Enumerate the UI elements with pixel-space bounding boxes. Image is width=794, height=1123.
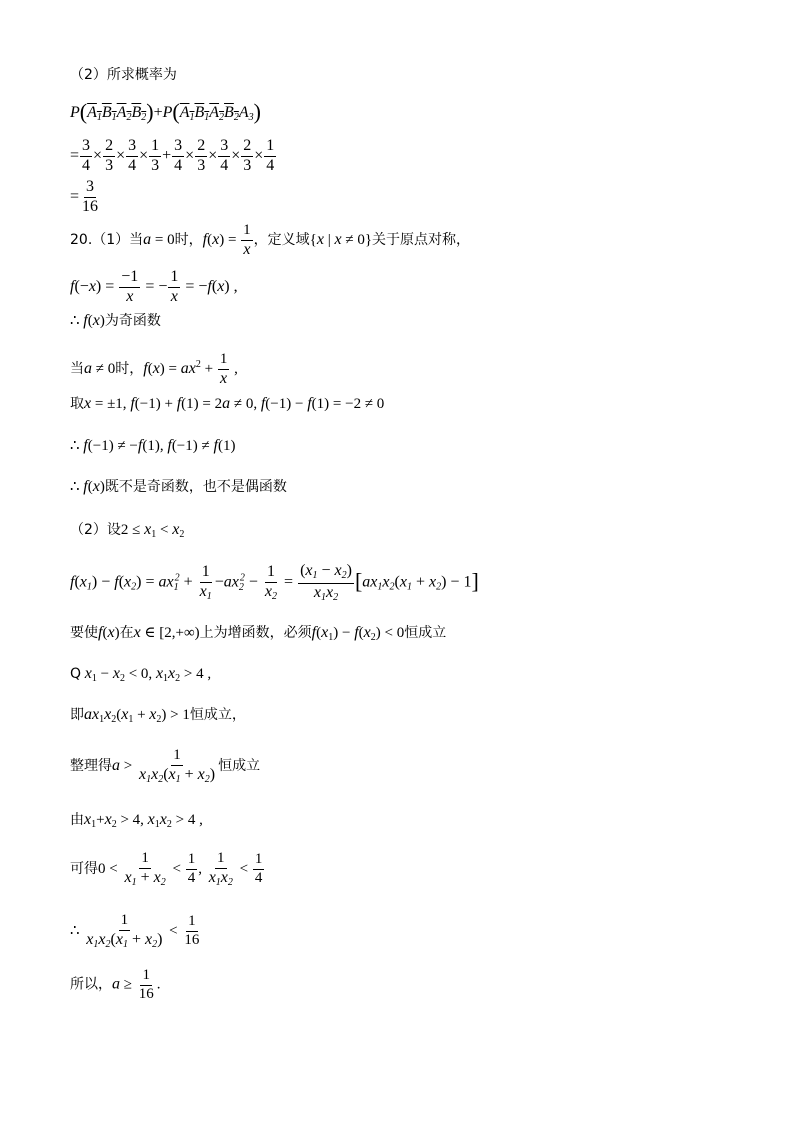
time-text: 时， <box>115 361 144 378</box>
therefore-symbol: ∴ <box>70 313 80 329</box>
from-text: 由 <box>70 812 84 828</box>
odd-check-equation: f(−x) = $\frac{-1}{x}$ = − $\frac{1}{x}$ = −f(x) , <box>70 268 238 305</box>
ie-line: 即$ax_1x_2(x_1 + x_2) > 1$恒成立， <box>70 706 246 725</box>
in-text: 在 <box>119 625 134 641</box>
not-equal-line: ∴ f(−1) ≠ −f(1), f(−1) ≠ f(1) <box>70 437 236 454</box>
obtain-line: 可得0 < $\frac{1}{x_1 + x_2}$ < $\frac{1}{4}$ , $\frac{1}{x_1x_2}$ < $\frac{1}{4}$ <box>70 850 263 888</box>
probability-expression: $P(A_1B_1A_2B_2)+P(A_1B_1A_2B_2A_3)$ <box>70 99 261 124</box>
increasing-condition: 要使f(x)在x ∈ [2,+∞)上为增函数，必须$f(x_1) - f(x_2) < 0$恒成立 <box>70 624 447 643</box>
probability-product: = $\frac{3}{4}$ × $\frac{2}{3}$ × $\frac{3}{4}$ × $\frac{1}{3}$ + $\frac{3}{4}$ × $\frac{2}{3}$ × $\frac{3}{4}$ × $\frac{2}{3}$ × $\frac{1}{4}$ <box>70 137 275 174</box>
conclusion-odd: ∴ f(x)为奇函数 <box>70 312 161 329</box>
part2-set-line: （2）设$2 \le x_1 < x_2$ <box>70 521 185 540</box>
always-hold-text: 恒成立， <box>189 707 246 723</box>
take-values-line: 取x = ±1, f(−1) + f(1) = 2a ≠ 0, f(−1) − f(1) = −2 ≠ 0 <box>70 395 385 412</box>
probability-result: = $\frac{3}{16}$ <box>70 178 99 215</box>
take-text: 取 <box>70 396 84 412</box>
from-line: 由$x_1+x_2 > 4$, $x_1x_2 > 4$ , <box>70 811 203 830</box>
therefore-text: 所以， <box>70 976 112 993</box>
is-odd-text: 为奇函数 <box>104 313 161 329</box>
final-answer: 所以，a ≥ $\frac{1}{16}$ . <box>70 967 161 1002</box>
rearrange-line: 整理得a > $\frac{1}{x_1x_2(x_1 + x_2)}$ 恒成立 <box>70 747 261 785</box>
case-a-nonzero: 当a ≠ 0时，$f(x) = ax^2$ + $\frac{1}{x}$ , <box>70 351 238 387</box>
q20-intro: 20.（1）当 <box>70 232 144 249</box>
require-text: 要使 <box>70 625 98 641</box>
increasing-text: 上为增函数，必须 <box>199 625 312 641</box>
part2-set-text: （2）设 <box>70 522 121 538</box>
always-text: 恒成立 <box>404 625 447 641</box>
domain-text: ，定义域 <box>253 232 310 249</box>
neither-text: 既不是奇函数，也不是偶函数 <box>104 479 287 495</box>
part2-label: （2）所求概率为 <box>70 67 177 83</box>
obtain-text: 可得 <box>70 861 98 878</box>
ie-text: 即 <box>70 707 84 723</box>
always-text-2: 恒成立 <box>218 758 261 775</box>
q20-part1-line: 20.（1）当a = 0时，f(x) = $\frac{1}{x}$ ，定义域{x | x ≠ 0}关于原点对称， <box>70 222 471 258</box>
when-text: 当 <box>70 361 84 378</box>
difference-expression: $f(x_1) - f(x_2) = ax_1^2$ + $\frac{1}{x_1}$ $-ax_2^2$ − $\frac{1}{x_2}$ = $\frac{(x_1 - x_2)}{x_1x_2}$ $[ax_1x_2(x_1 + x_2) - 1]$ <box>70 562 479 603</box>
since-text: Q <box>70 666 82 682</box>
bound-line: ∴ $\frac{1}{x_1x_2(x_1 + x_2)}$ < $\frac{1}{16}$ <box>70 912 200 950</box>
neither-line: ∴ f(x)既不是奇函数，也不是偶函数 <box>70 478 287 495</box>
since-line: Q $x_1 - x_2 < 0$, $x_1x_2 > 4$ , <box>70 665 212 684</box>
rearrange-text: 整理得 <box>70 758 112 775</box>
symmetric-text: 关于原点对称， <box>372 232 471 249</box>
